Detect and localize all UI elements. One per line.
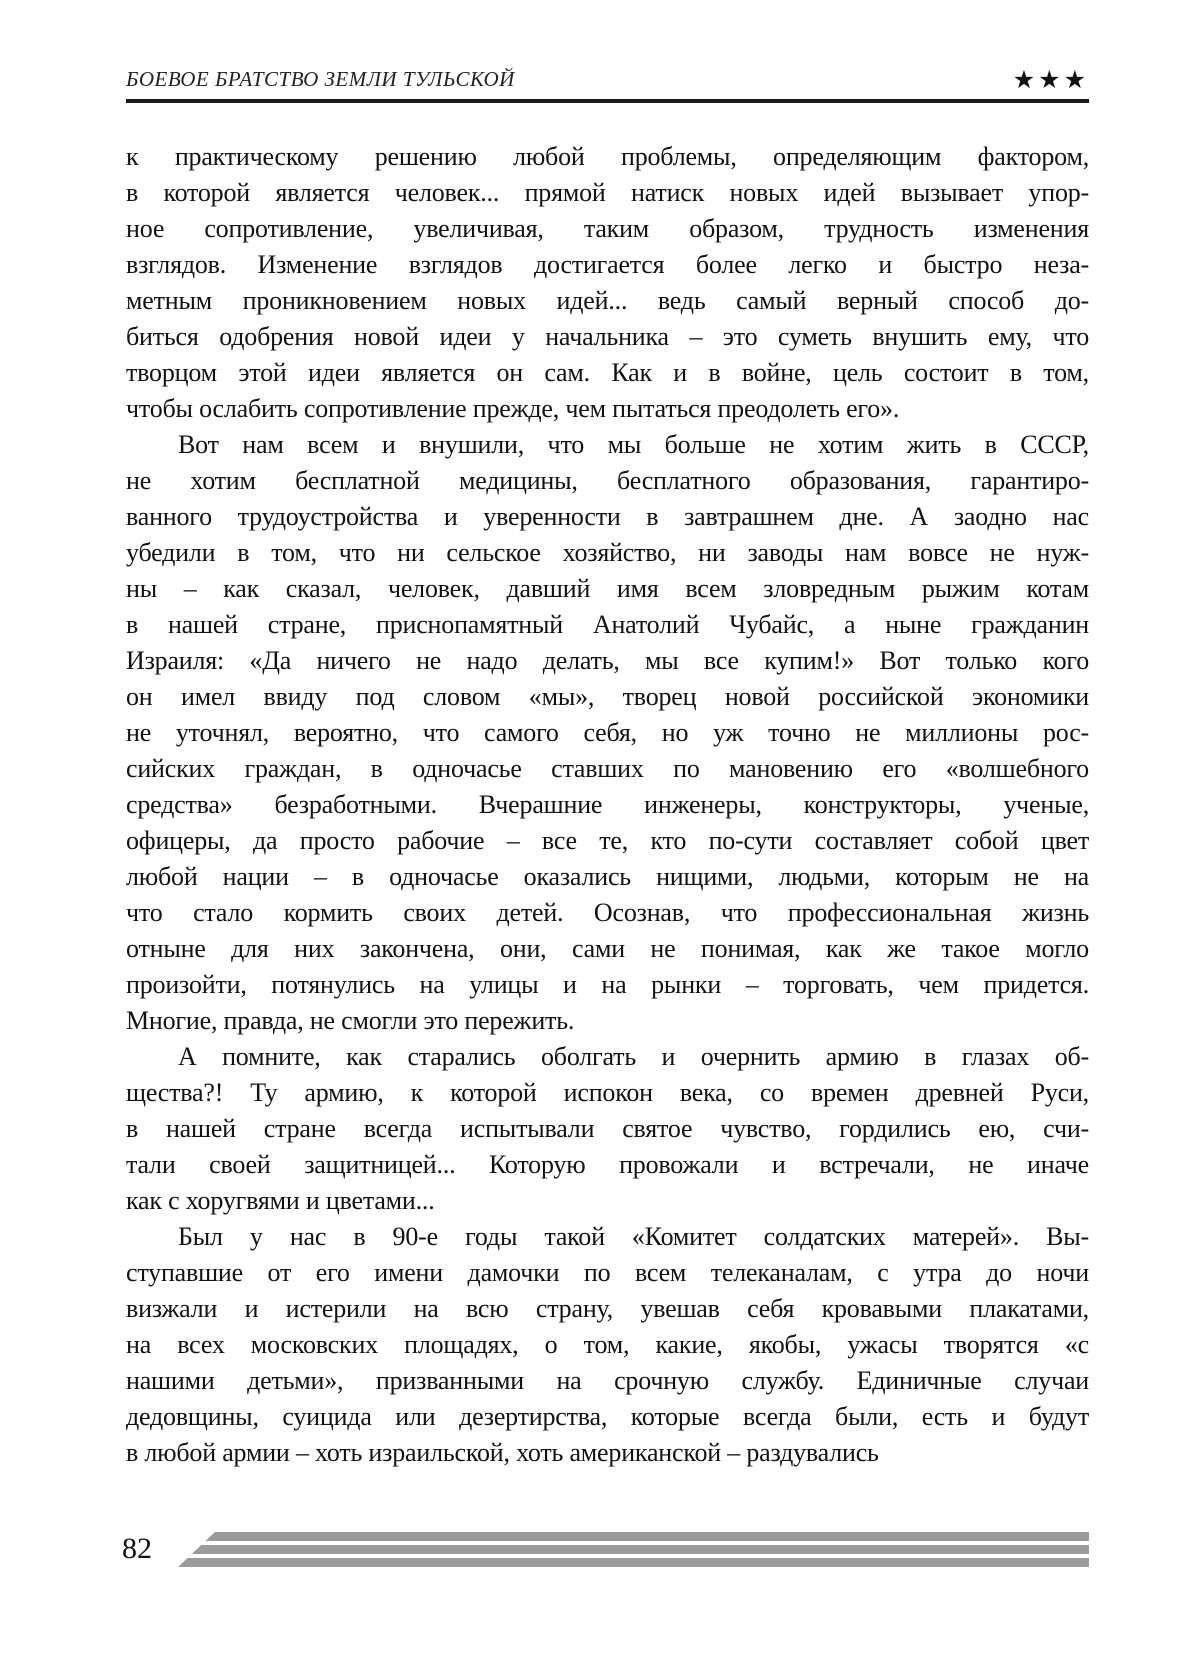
text-line: визжали и истерили на всю страну, увешав себя кровавыми плакатами,: [126, 1294, 1089, 1323]
text-line: произойти, потянулись на улицы и на рынки – торговать, чем придется.: [126, 970, 1089, 999]
stripe: [178, 1532, 1089, 1541]
text-line: в нашей стране всегда испытывали святое чувство, гордились ею, счи-: [126, 1114, 1089, 1143]
page-header: [126, 58, 1089, 92]
text-line: творцом этой идеи является он сам. Как и в войне, цель состоит в том,: [126, 358, 1089, 387]
text-line: убедили в том, что ни сельское хозяйство, ни заводы нам вовсе не нуж-: [126, 538, 1089, 567]
page-number: 82: [122, 1532, 152, 1565]
paragraph: [126, 427, 1089, 1039]
text-line: в которой является человек... прямой натиск новых идей вызывает упор-: [126, 178, 1089, 207]
three-stars-icon: ★★★: [1012, 65, 1089, 94]
text-line: ны – как сказал, человек, давший имя всем зловредным рыжим котам: [126, 574, 1089, 603]
text-line: Был у нас в 90-е годы такой «Комитет солдатских матерей». Вы-: [178, 1222, 1089, 1251]
text-line: нашими детьми», призванными на срочную службу. Единичные случаи: [126, 1366, 1089, 1395]
text-line: что стало кормить своих детей. Осознав, что профессиональная жизнь: [126, 898, 1089, 927]
text-line: метным проникновением новых идей... ведь самый верный способ до-: [126, 286, 1089, 315]
paragraph: [126, 1219, 1089, 1471]
paragraph: [126, 1039, 1089, 1219]
text-line: чтобы ослабить сопротивление прежде, чем пытаться преодолеть его».: [126, 394, 900, 423]
text-line: в нашей стране, приснопамятный Анатолий Чубайс, а ныне гражданин: [126, 610, 1089, 639]
body-text: [126, 139, 1089, 1471]
text-line: на всех московских площадях, о том, какие, якобы, ужасы творятся «с: [126, 1330, 1089, 1359]
text-line: щества?! Ту армию, к которой испокон века, со времен древней Руси,: [126, 1078, 1089, 1107]
text-line: не уточнял, вероятно, что самого себя, но уж точно не миллионы рос-: [126, 718, 1089, 747]
stripe: [178, 1545, 1089, 1554]
text-line: средства» безработными. Вчерашние инженеры, конструкторы, ученые,: [126, 790, 1089, 819]
text-line: любой нации – в одночасье оказались нищими, людьми, которым не на: [126, 862, 1089, 891]
text-line: дедовщины, суицида или дезертирства, которые всегда были, есть и будут: [126, 1402, 1089, 1431]
text-line: он имел ввиду под словом «мы», творец новой российской экономики: [126, 682, 1089, 711]
stripe: [178, 1558, 1089, 1567]
text-line: Вот нам всем и внушили, что мы больше не хотим жить в СССР,: [178, 430, 1089, 459]
text-line: ванного трудоустройства и уверенности в завтрашнем дне. А заодно нас: [126, 502, 1089, 531]
paragraph: [126, 139, 1089, 427]
text-line: не хотим бесплатной медицины, бесплатного образования, гарантиро-: [126, 466, 1089, 495]
text-line: ное сопротивление, увеличивая, таким образом, трудность изменения: [126, 214, 1089, 243]
text-line: сийских граждан, в одночасье ставших по мановению его «волшебного: [126, 754, 1089, 783]
text-line: в любой армии – хоть израильской, хоть американской – раздувались: [126, 1438, 879, 1467]
text-line: Израиля: «Да ничего не надо делать, мы все купим!» Вот только кого: [126, 646, 1089, 675]
text-line: к практическому решению любой проблемы, определяющим фактором,: [126, 142, 1089, 171]
text-line: офицеры, да просто рабочие – все те, кто по-сути составляет собой цвет: [126, 826, 1089, 855]
text-line: отныне для них закончена, они, сами не понимая, как же такое могло: [126, 934, 1089, 963]
footer-stripes-decoration: [178, 1532, 1089, 1567]
text-line: тали своей защитницей... Которую провожали и встречали, не иначе: [126, 1150, 1089, 1179]
text-line: А помните, как старались оболгать и очернить армию в глазах об-: [178, 1042, 1089, 1071]
text-line: взглядов. Изменение взглядов достигается более легко и быстро неза-: [126, 250, 1089, 279]
text-line: Многие, правда, не смогли это пережить.: [126, 1006, 575, 1035]
header-rule: [126, 99, 1089, 103]
text-line: как с хоругвями и цветами...: [126, 1186, 435, 1215]
running-title: БОЕВОЕ БРАТСТВО ЗЕМЛИ ТУЛЬСКОЙ: [126, 67, 515, 91]
text-line: биться одобрения новой идеи у начальника – это суметь внушить ему, что: [126, 322, 1089, 351]
text-line: ступавшие от его имени дамочки по всем телеканалам, с утра до ночи: [126, 1258, 1089, 1287]
